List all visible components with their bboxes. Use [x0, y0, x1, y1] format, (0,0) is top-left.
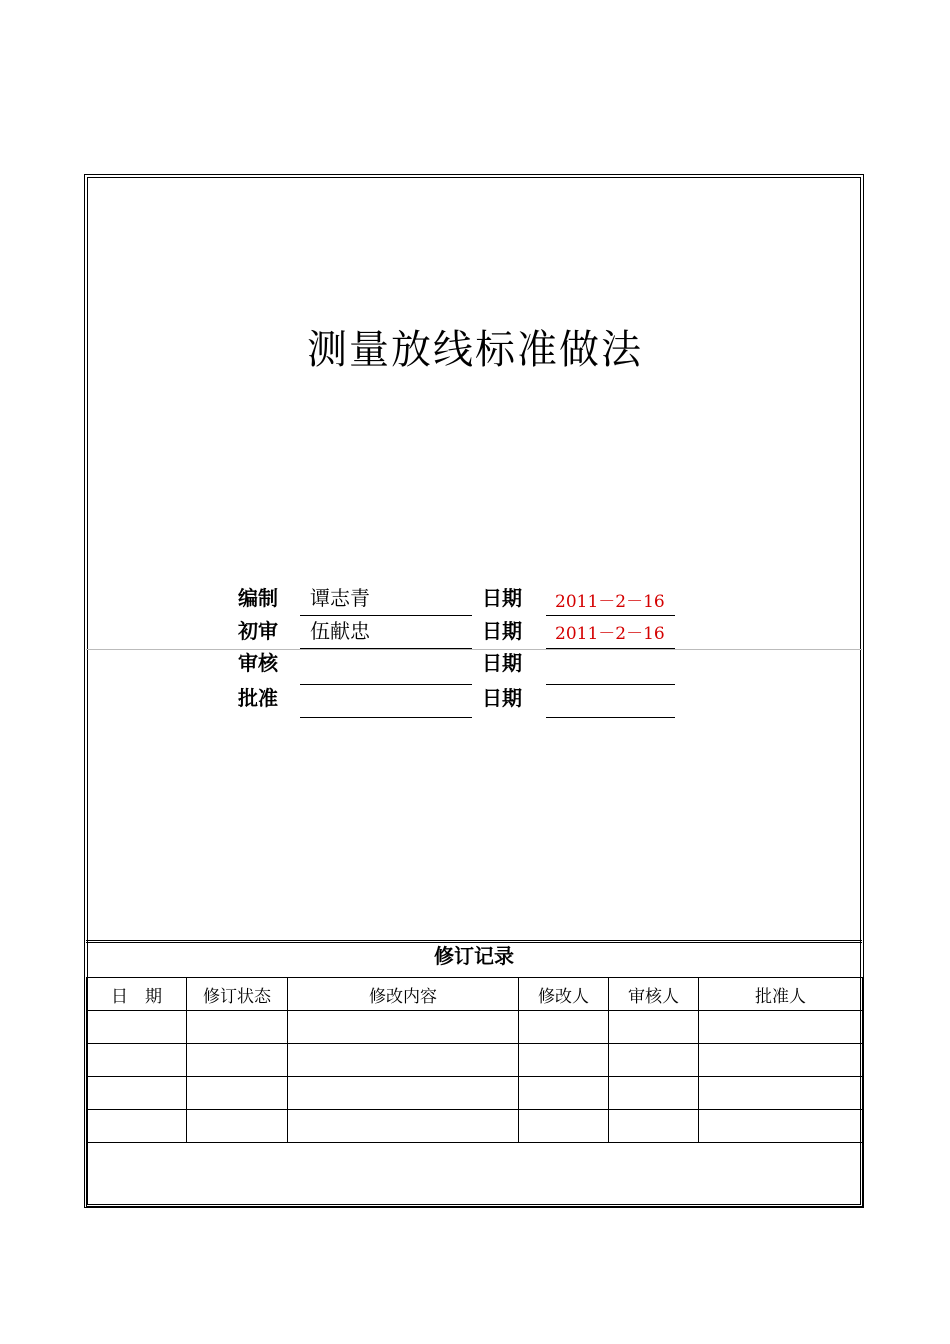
table-cell: [187, 1011, 288, 1044]
table-cell: [699, 1011, 863, 1044]
table-notes-row: [87, 1143, 863, 1207]
name-review1: 伍献忠: [310, 619, 370, 643]
name-underline: [300, 684, 472, 685]
table-cell: [609, 1110, 699, 1143]
table-row: [87, 1077, 863, 1110]
header-revision-status: 修订状态: [187, 978, 288, 1011]
date-label-approve: 日期: [482, 686, 522, 710]
table-cell: [87, 1077, 187, 1110]
table-cell: [288, 1077, 519, 1110]
date-label-audit: 日期: [482, 651, 522, 675]
table-row: [87, 1044, 863, 1077]
date-compile: 2011－2－16: [555, 592, 665, 612]
revision-title: 修订记录: [434, 944, 514, 968]
table-cell: [519, 1110, 609, 1143]
header-date: 日 期: [87, 978, 187, 1011]
table-cell: [609, 1077, 699, 1110]
table-cell: [288, 1044, 519, 1077]
table-cell: [87, 1044, 187, 1077]
table-cell: [609, 1011, 699, 1044]
table-cell: [288, 1011, 519, 1044]
notes-cell: [87, 1143, 863, 1207]
date-label-review1: 日期: [482, 619, 522, 643]
role-label-audit: 审核: [238, 651, 278, 675]
date-underline: [546, 615, 675, 616]
table-cell: [87, 1110, 187, 1143]
name-underline: [300, 717, 472, 718]
role-label-review1: 初审: [238, 619, 278, 643]
table-cell: [87, 1011, 187, 1044]
section-divider: [86, 940, 862, 941]
table-cell: [519, 1011, 609, 1044]
role-label-compile: 编制: [238, 586, 278, 610]
document-title: 测量放线标准做法: [307, 327, 643, 373]
page-break-line: [86, 649, 862, 650]
table-cell: [288, 1110, 519, 1143]
table-cell: [699, 1110, 863, 1143]
date-label-compile: 日期: [482, 586, 522, 610]
table-cell: [187, 1077, 288, 1110]
date-review1: 2011－2－16: [555, 624, 665, 644]
header-modifier: 修改人: [519, 978, 609, 1011]
table-row: [87, 1110, 863, 1143]
table-cell: [609, 1044, 699, 1077]
table-cell: [187, 1110, 288, 1143]
table-cell: [519, 1077, 609, 1110]
role-label-approve: 批准: [238, 686, 278, 710]
section-divider-inner: [86, 942, 862, 943]
name-compile: 谭志青: [310, 586, 370, 610]
header-change-content: 修改内容: [288, 978, 519, 1011]
table-header-row: [87, 978, 863, 1011]
name-underline: [300, 615, 472, 616]
table-cell: [519, 1044, 609, 1077]
table-cell: [699, 1077, 863, 1110]
date-underline: [546, 717, 675, 718]
table-row: [87, 1011, 863, 1044]
table-cell: [187, 1044, 288, 1077]
date-underline: [546, 684, 675, 685]
header-approver: 批准人: [699, 978, 863, 1011]
revision-table: [86, 977, 863, 1207]
header-reviewer: 审核人: [609, 978, 699, 1011]
table-cell: [699, 1044, 863, 1077]
